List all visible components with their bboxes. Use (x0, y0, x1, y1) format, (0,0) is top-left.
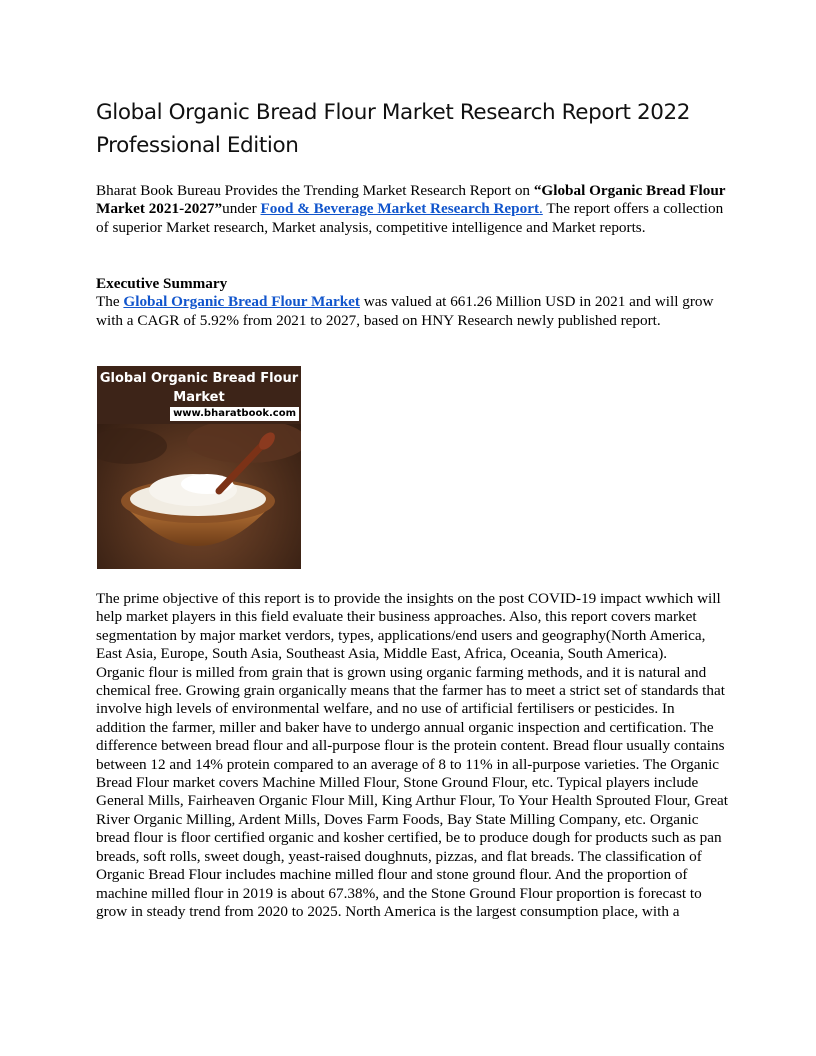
body-paragraph (96, 590, 728, 921)
figure-title: Global Organic Bread Flour Market (99, 371, 299, 405)
executive-summary (96, 275, 728, 330)
report-name: “Global Organic Bread Flour Market 2021-2027” (96, 182, 726, 218)
summary-text-after: was valued at 661.26 Million USD in 2021 and will grow with a CAGR of 5.92% from 2021 to 2027, based on HNY Research newly published report. (96, 293, 714, 329)
intro-under: under (222, 200, 261, 218)
market-link[interactable]: Global Organic Bread Flour Market (123, 293, 360, 311)
page-title: Global Organic Bread Flour Market Research Report 2022 Professional Edition (96, 100, 691, 158)
figure-url: www.bharatbook.com (170, 407, 299, 421)
intro-paragraph (96, 182, 728, 237)
intro-text-after: The report offers a collection of superior Market research, Market analysis, competitive intelligence and Market reports. (96, 200, 724, 236)
executive-summary-heading: Executive Summary (96, 275, 228, 292)
link-period[interactable]: . (539, 200, 543, 218)
summary-text: The (96, 293, 124, 311)
intro-text: Bharat Book Bureau Provides the Trending Market Research Report on (96, 182, 534, 199)
description-text: Organic flour is milled from grain that is grown using organic farming methods, and it is natural and chemical free. Growing grain organically means that the farmer has to meet a strict set of standards that involve high levels of environmental welfare, and no use of artificial fertilisers or pesticides. In addition the farmer, miller and baker have to undergo annual organic inspection and certification. The difference between bread flour and all-purpose flour is the protein content. Bread flour usually contains between 12 and 14% protein compared to an average of 8 to 11% in all-purpose varieties. The Organic Bread Flour market covers Machine Milled Flour, Stone Ground Flour, etc. Typical players include General Mills, Fairheaven Organic Flour Mill, King Arthur Flour, To Your Health Sprouted Flour, Great River Organic Milling, Ardent Mills, Doves Farm Foods, Bay State Milling Company, etc. Organic bread flour is floor certified organic and kosher certified, be to produce dough for products such as pan breads, soft rolls, sweet dough, yeast-raised doughnuts, pizzas, and flat breads. The classification of Organic Bread Flour includes machine milled flour and stone ground flour. And the proportion of machine milled flour in 2019 is about 67.38%, and the Stone Ground Flour proportion is forecast to grow in steady trend from 2020 to 2025. North America is the largest consumption place, with a (96, 663, 729, 920)
report-cover-image (97, 366, 301, 569)
food-beverage-report-link[interactable]: Food & Beverage Market Research Report (260, 200, 540, 218)
objective-text: The prime objective of this report is to provide the insights on the post COVID-19 impact wwhich will help market players in this field evaluate their business approaches. Also, this report covers market segmentation by major market verdors, types, applications/end users and geography(North America, East Asia, Europe, South Asia, Southeast Asia, Middle East, Africa, Oceania, South America). (96, 590, 721, 663)
